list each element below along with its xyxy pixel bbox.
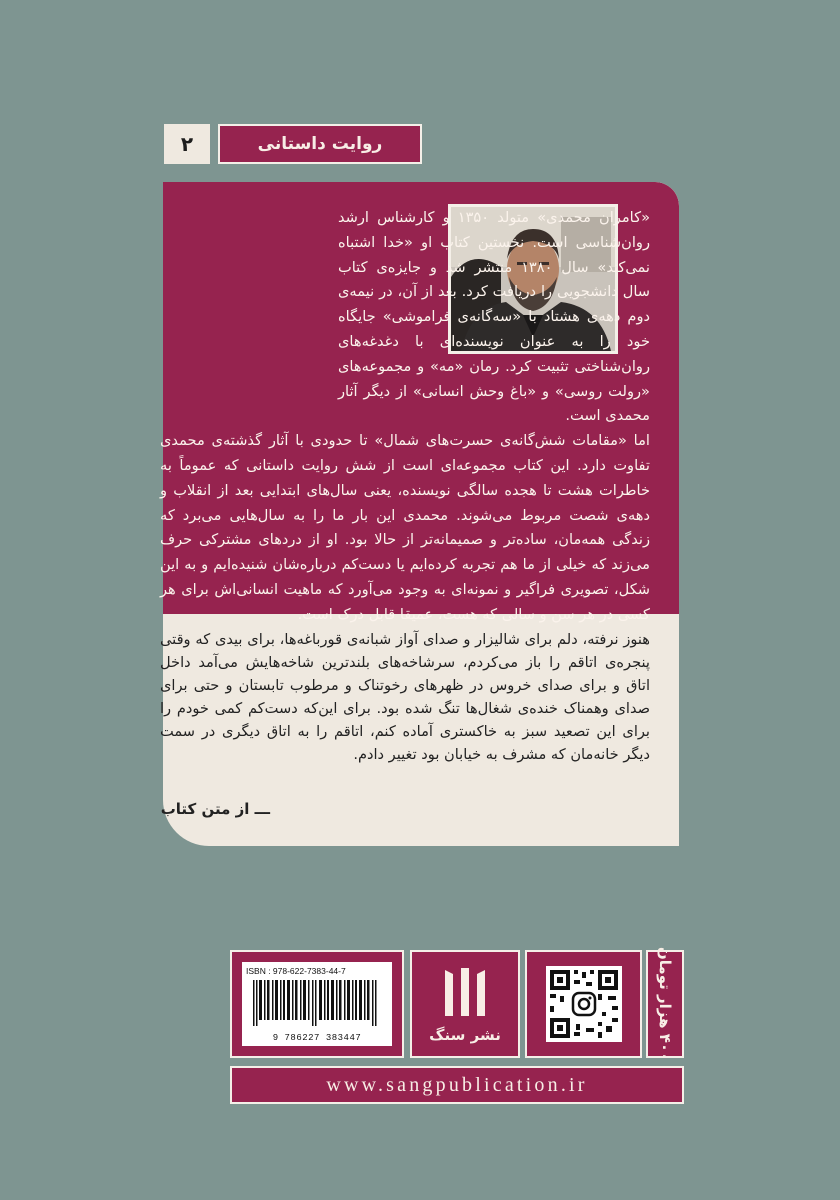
isbn-barcode — [242, 962, 392, 1046]
qr-code-box — [525, 950, 642, 1058]
series-title-box — [218, 124, 422, 164]
instagram-icon — [573, 993, 595, 1015]
publisher-name: نشر سنگ — [429, 1026, 501, 1044]
publisher-box — [410, 950, 520, 1058]
isbn-label: ISBN : 978-622-7383-44-7 — [246, 966, 346, 976]
series-number-box — [164, 124, 210, 164]
isbn-digits: 9 786227 383447 — [272, 1033, 362, 1043]
price-box — [646, 946, 684, 1062]
website-box — [230, 1066, 684, 1104]
author-bio — [160, 206, 650, 628]
price: ۴۰۰ هزار تومان — [656, 946, 674, 1062]
series-number: ۲ — [180, 132, 194, 156]
website-url[interactable]: www.sangpublication.ir — [326, 1073, 588, 1096]
bio-paragraph-1: «کامران محمدی» متولد ۱۳۵۰ و کارشناس ارشد روان‌شناسی است. نخستین کتاب او «خدا اشتباه نمی‌کند» سال ۱۳۸۰ منتشر شد و جایزه‌ی کتاب سال دانشجویی را دریافت کرد. بعد از آن، در نیمه‌ی دوم دهه‌ی هشتاد با «سه‌گانه‌ی فراموشی» جایگاه خود را به عنوان نویسنده‌ای با دغدغه‌های روان‌شناختی تثبیت کرد. رمان «مه» و مجموعه‌های «رولت روسی» و «باغ وحش انسانی» از دیگر آثار محمدی است. — [338, 209, 650, 425]
book-excerpt: هنوز نرفته، دلم برای شالیزار و صدای آواز شبانه‌ی قورباغه‌ها، برای بیدی که وقتی پنجره‌ی اتاقم را باز می‌کردم، سرشاخه‌های بلندترین شاخه‌هایش می‌آمد داخل اتاق و برای صدای خروس در ظهرهای رخوتناک و مرطوب تابستان و حتی برای صدای وهمناک خنده‌ی شغال‌ها تنگ شده بود. برای این‌که دست‌کم کمی خودم را برای این تصعید سبز به خاکستری آماده کنم، اتاقم را به اتاق دیگری در سمت دیگر خانه‌مان که مشرف به خیابان بود تغییر دادم. — [160, 631, 650, 763]
qr-code-icon — [546, 966, 622, 1042]
isbn-box — [230, 950, 404, 1058]
series-title: روایت داستانی — [257, 134, 383, 154]
publisher-logo-icon — [412, 956, 518, 1026]
barcode-icon — [249, 980, 385, 1026]
excerpt-source: ـــ از متن کتاب — [160, 800, 270, 818]
bio-paragraph-2: اما «مقامات شش‌گانه‌ی حسرت‌های شمال» تا حدودی با آثار گذشته‌ی محمدی تفاوت دارد. این کتاب مجموعه‌ای است از شش روایت داستانی که عموماً به خاطرات هشت تا هجده سالگی نویسنده، یعنی سال‌های ابتدایی بعد از انقلاب و دهه‌ی شصت مربوط می‌شوند. محمدی این بار ما را به سال‌هایی می‌برد که زندگی همه‌مان، ساده‌تر و صمیمانه‌تر از حالا بود. او از دردهای مشترکی حرف می‌زند که خیلی از ما هم تجربه کرده‌ایم یا دست‌کم درباره‌شان شنیده‌ایم و به این شکل، تصویری فراگیر و نمونه‌ای به وجود می‌آورد که ماهیت انسانی‌اش برای هر کسی در هر سن و سالی که هست، عمیقا قابل درک است. — [160, 432, 650, 623]
